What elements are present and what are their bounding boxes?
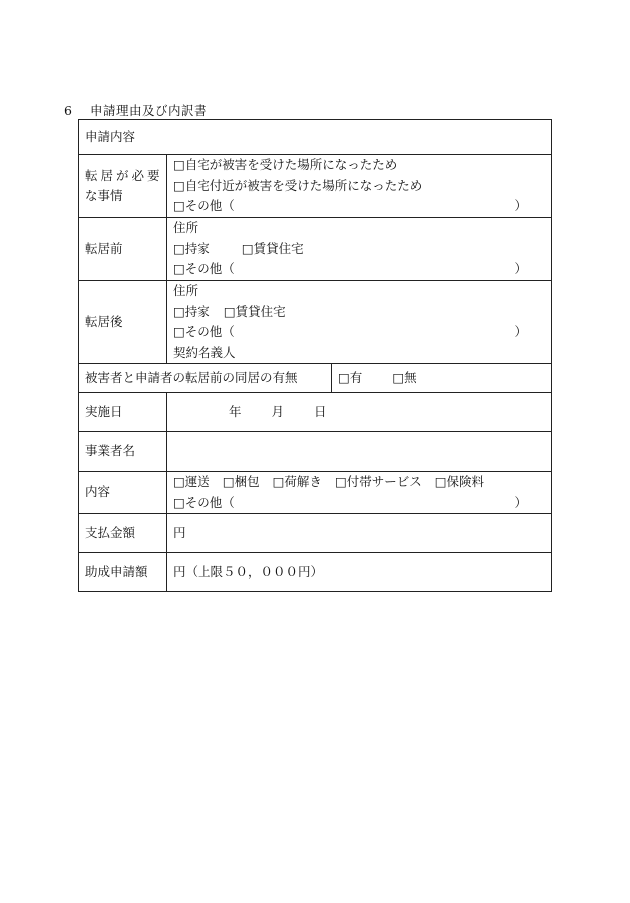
content-option-additional-service[interactable]: □付帯サービス [334,474,422,489]
section-heading [64,101,207,119]
before-other-field[interactable] [235,259,515,280]
content-label: 内容 [79,472,167,514]
payment-field[interactable] [167,514,552,553]
after-row [79,281,552,364]
before-address-label: 住所 [173,220,199,236]
after-other-close: ） [514,324,528,339]
reason-row [79,155,552,218]
before-option-own[interactable]: □持家 [173,240,210,256]
after-contract-holder-label: 契約名義人 [173,344,236,360]
content-option-other[interactable]: □その他（ [173,494,235,510]
company-label: 事業者名 [79,432,167,472]
after-details [167,281,552,364]
reason-label-line2: な事情 [85,188,123,203]
date-year-unit: 年 [229,403,242,419]
content-other-field[interactable] [235,493,515,514]
date-field[interactable] [167,393,552,432]
cohabit-label: 被害者と申請者の転居前の同居の有無 [79,364,332,393]
form-title-row [79,120,552,155]
reason-label [79,155,167,218]
reason-other-close: ） [514,198,528,214]
after-option-rent[interactable]: □賃貸住宅 [223,303,286,319]
cohabit-row [79,364,552,393]
before-label: 転居前 [79,218,167,281]
date-label: 実施日 [79,393,167,432]
after-label: 転居後 [79,281,167,364]
application-form-table [78,119,552,592]
company-field[interactable] [167,432,552,472]
reason-options [167,155,552,218]
content-option-insurance[interactable]: □保険料 [434,474,485,489]
date-row [79,393,552,432]
content-option-packing[interactable]: □梱包 [222,474,260,489]
after-address-label: 住所 [173,283,199,298]
after-option-other[interactable]: □その他（ [173,324,235,339]
payment-row [79,514,552,553]
cohabit-option-no[interactable]: □無 [392,369,417,385]
section-number: 6 [64,103,73,118]
reason-option-home-damaged[interactable]: □自宅が被害を受けた場所になったため [173,157,398,173]
before-other-close: ） [514,261,528,277]
cohabit-option-yes[interactable]: □有 [338,369,363,385]
reason-label-line1: 転居が必要 [85,167,163,183]
content-row [79,472,552,514]
reason-option-near-home-damaged[interactable]: □自宅付近が被害を受けた場所になったため [173,177,423,193]
after-other-field[interactable] [235,322,515,343]
form-title-cell: 申請内容 [79,120,552,155]
before-details [167,218,552,281]
reason-option-other[interactable]: □その他（ [173,198,235,214]
after-option-own[interactable]: □持家 [173,303,210,319]
grant-label: 助成申請額 [79,553,167,592]
cohabit-options [332,364,552,393]
payment-label: 支払金額 [79,514,167,553]
before-row [79,218,552,281]
content-options [167,472,552,514]
date-month-unit: 月 [271,403,285,419]
section-title: 申請理由及び内訳書 [90,103,208,118]
content-option-unpacking[interactable]: □荷解き [272,474,322,489]
content-other-close: ） [514,494,528,510]
grant-field[interactable] [167,553,552,592]
before-option-other[interactable]: □その他（ [173,261,235,277]
date-day-unit: 日 [314,403,327,419]
reason-other-field[interactable] [235,196,515,217]
grant-row [79,553,552,592]
before-option-rent[interactable]: □賃貸住宅 [241,240,304,256]
content-option-transport[interactable]: □運送 [173,474,210,489]
company-row [79,432,552,472]
payment-unit: 円 [173,524,186,540]
grant-unit: 円（上限５０，０００円） [173,563,324,579]
